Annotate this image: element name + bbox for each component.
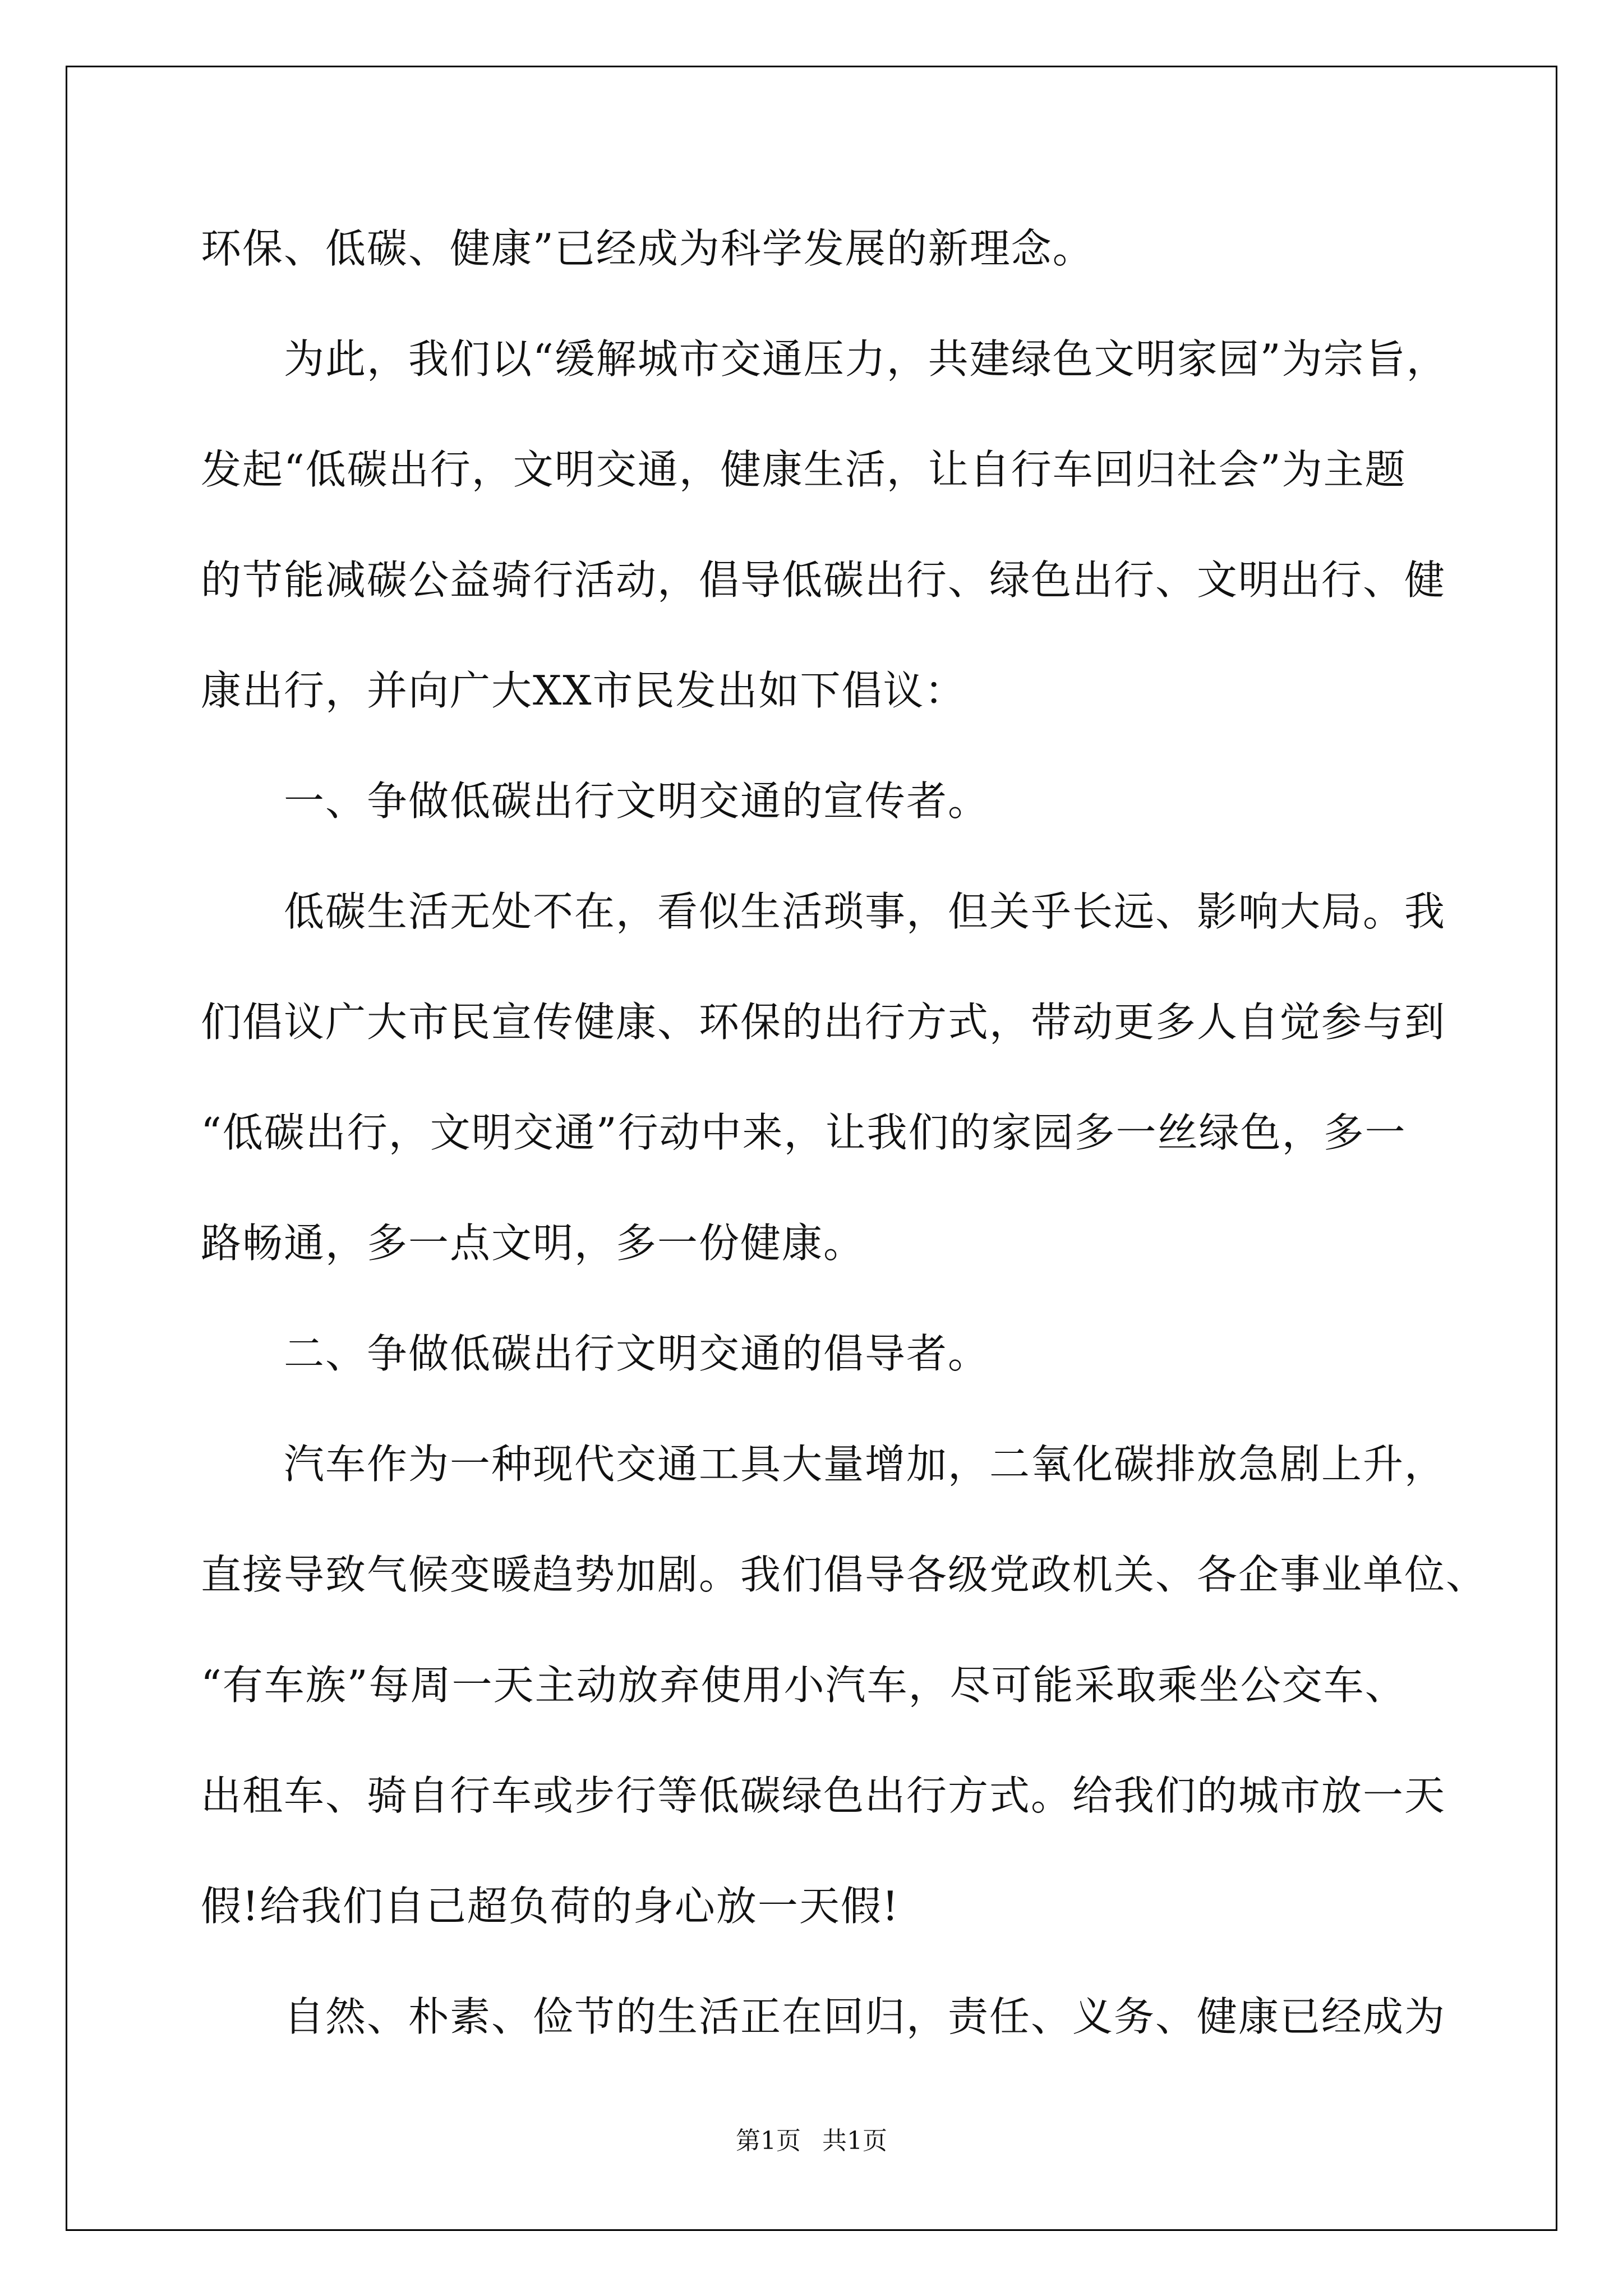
text-line: 一、争做低碳出行文明交通的宣传者。	[201, 777, 990, 825]
text-line: 低碳生活无处不在，看似生活琐事，但关乎长远、影响大局。我	[201, 888, 1446, 935]
text-line: “低碳出行，文明交通”行动中来，让我们的家园多一丝绿色，多一	[201, 1109, 1407, 1156]
text-line: 康出行，并向广大XX市民发出如下倡议：	[201, 667, 966, 714]
page-total: 共1页	[822, 2127, 887, 2155]
text-line: 发起“低碳出行，文明交通，健康生活，让自行车回归社会”为主题	[201, 446, 1407, 493]
text-line: 汽车作为一种现代交通工具大量增加，二氧化碳排放急剧上升，	[201, 1441, 1446, 1488]
page-footer	[0, 2120, 1623, 2156]
text-line: 们倡议广大市民宣传健康、环保的出行方式，带动更多人自觉参与到	[201, 999, 1446, 1046]
text-line: 直接导致气候变暖趋势加剧。我们倡导各级党政机关、各企事业单位、	[201, 1551, 1488, 1598]
page-number: 第1页	[736, 2127, 801, 2155]
text-line: 的节能减碳公益骑行活动，倡导低碳出行、绿色出行、文明出行、健	[201, 556, 1446, 604]
text-line: 假!给我们自己超负荷的身心放一天假!	[201, 1883, 900, 1930]
text-line: 为此，我们以“缓解城市交通压力，共建绿色文明家园”为宗旨，	[201, 335, 1448, 383]
text-line: 二、争做低碳出行文明交通的倡导者。	[201, 1330, 990, 1377]
text-line: 出租车、骑自行车或步行等低碳绿色出行方式。给我们的城市放一天	[201, 1772, 1446, 1819]
text-line: “有车族”每周一天主动放弃使用小汽车，尽可能采取乘坐公交车、	[201, 1662, 1407, 1709]
text-line: 路畅通，多一点文明，多一份健康。	[201, 1220, 865, 1267]
text-line: 环保、低碳、健康”已经成为科学发展的新理念。	[201, 225, 1094, 272]
text-line: 自然、朴素、俭节的生活正在回归，责任、义务、健康已经成为	[201, 1993, 1446, 2040]
